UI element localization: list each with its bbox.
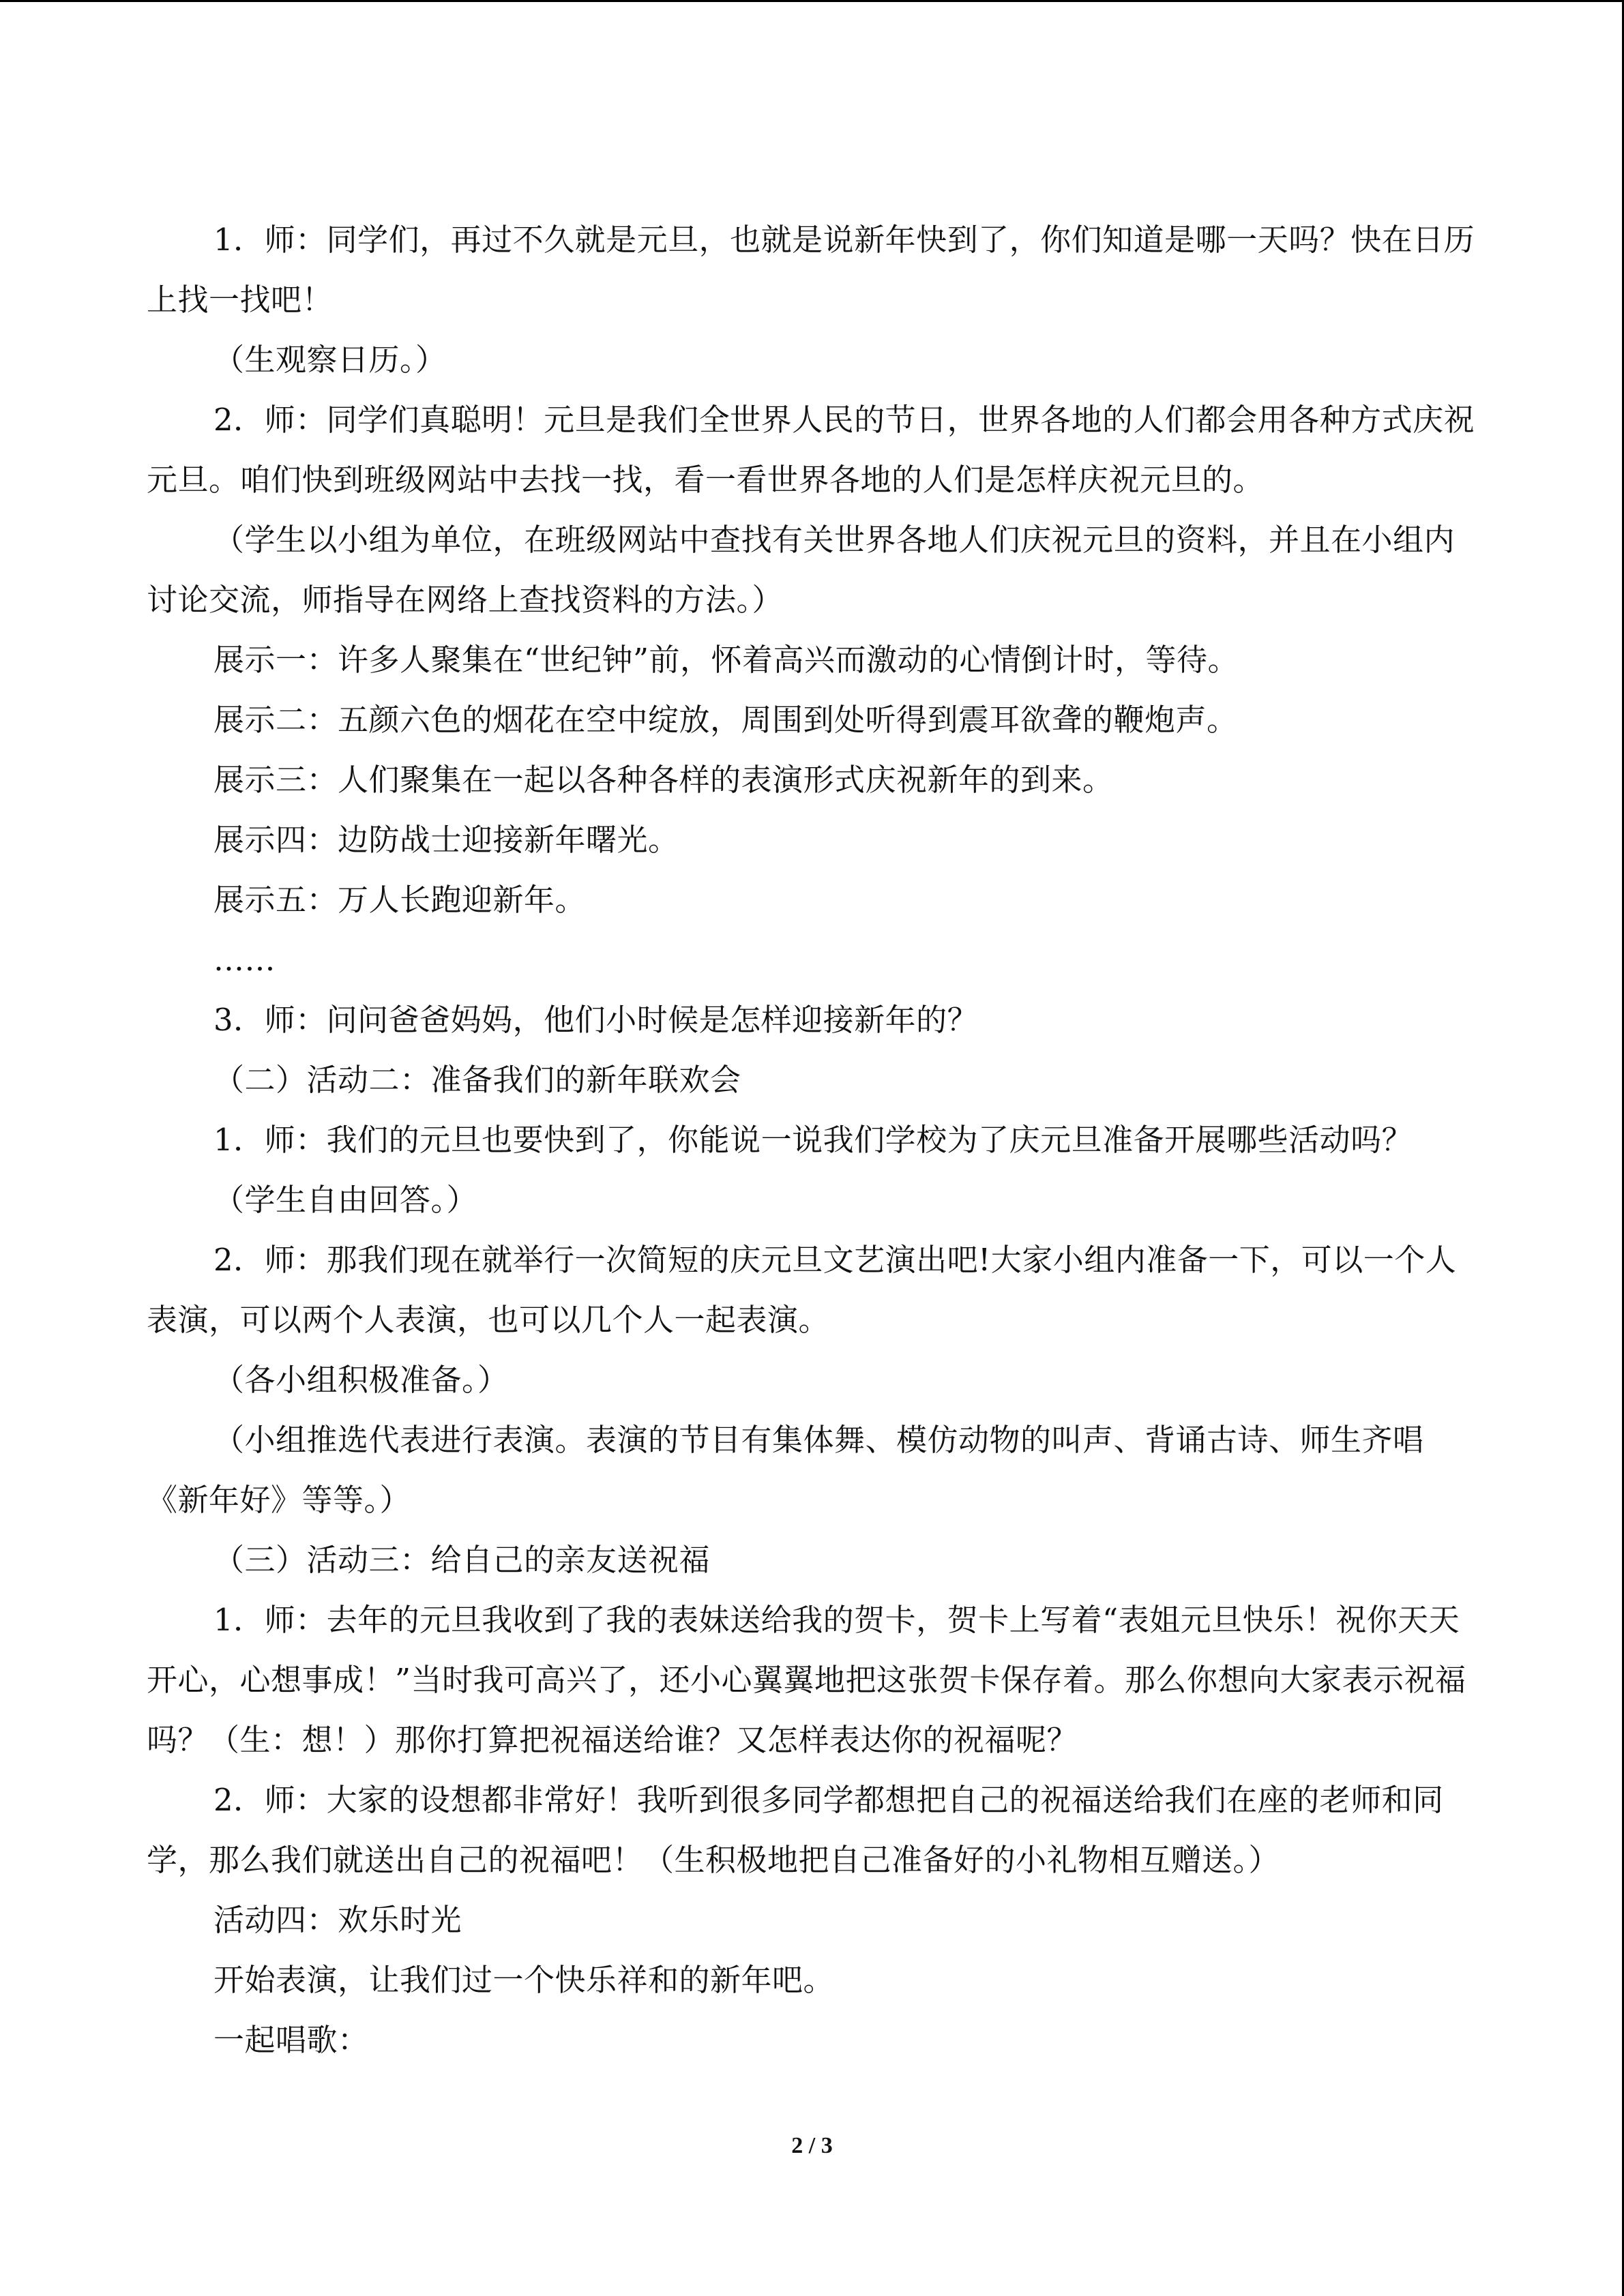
paragraph-2: （生观察日历。）: [213, 342, 447, 378]
paragraph-11: 3．师：问问爸爸妈妈，他们小时候是怎样迎接新年的？: [213, 1002, 979, 1038]
paragraph-6: 展示二：五颜六色的烟花在空中绽放，周围到处听得到震耳欲聋的鞭炮声。: [213, 702, 1238, 738]
paragraph-14: （学生自由回答。）: [213, 1182, 478, 1218]
paragraph-5: 展示一：许多人聚集在“世纪钟”前，怀着高兴而激动的心情倒计时，等待。: [213, 642, 1239, 678]
paragraph-23: 一起唱歌：: [213, 2022, 369, 2058]
section-heading-activity-4: 活动四：欢乐时光: [213, 1902, 462, 1938]
paragraph-17: （小组推选代表进行表演。表演的节目有集体舞、模仿动物的叫声、背诵古诗、师生齐唱《新年好》等等。）: [147, 1422, 1424, 1518]
section-heading-activity-3: （三）活动三：给自己的亲友送祝福: [213, 1542, 711, 1578]
document-body: [147, 210, 1480, 2070]
section-heading-activity-2: （二）活动二：准备我们的新年联欢会: [213, 1062, 741, 1098]
paragraph-22: 开始表演，让我们过一个快乐祥和的新年吧。: [213, 1962, 835, 1998]
page-number: 2 / 3: [791, 2133, 833, 2158]
paragraph-20: 2．师：大家的设想都非常好！我听到很多同学都想把自己的祝福送给我们在座的老师和同学，那么我们就送出自己的祝福吧！（生积极地把自己准备好的小礼物相互赠送。）: [147, 1782, 1444, 1878]
paragraph-3: 2．师：同学们真聪明！元旦是我们全世界人民的节日，世界各地的人们都会用各种方式庆祝元旦。咱们快到班级网站中去找一找，看一看世界各地的人们是怎样庆祝元旦的。: [147, 402, 1475, 498]
paragraph-13: 1．师：我们的元旦也要快到了，你能说一说我们学校为了庆元旦准备开展哪些活动吗？: [213, 1122, 1413, 1158]
paragraph-8: 展示四：边防战士迎接新年曙光。: [213, 822, 679, 858]
paragraph-16: （各小组积极准备。）: [213, 1362, 509, 1398]
paragraph-9: 展示五：万人长跑迎新年。: [213, 882, 587, 918]
paragraph-15: 2．师：那我们现在就举行一次简短的庆元旦文艺演出吧!大家小组内准备一下，可以一个人表演，可以两个人表演，也可以几个人一起表演。: [147, 1242, 1457, 1338]
paragraph-10: ……: [213, 942, 276, 978]
paragraph-1: 1．师：同学们，再过不久就是元旦，也就是说新年快到了，你们知道是哪一天吗？快在日历上找一找吧！: [147, 222, 1475, 318]
paragraph-4: （学生以小组为单位，在班级网站中查找有关世界各地人们庆祝元旦的资料，并且在小组内讨论交流，师指导在网络上查找资料的方法。）: [147, 522, 1456, 618]
paragraph-7: 展示三：人们聚集在一起以各种各样的表演形式庆祝新年的到来。: [213, 762, 1114, 798]
paragraph-19: 1．师：去年的元旦我收到了我的表妹送给我的贺卡，贺卡上写着“表姐元旦快乐！祝你天天开心，心想事成！”当时我可高兴了，还小心翼翼地把这张贺卡保存着。那么你想向大家表示祝福吗？（生：想！）那你打算把祝福送给谁？又怎样表达你的祝福呢？: [147, 1602, 1466, 1758]
